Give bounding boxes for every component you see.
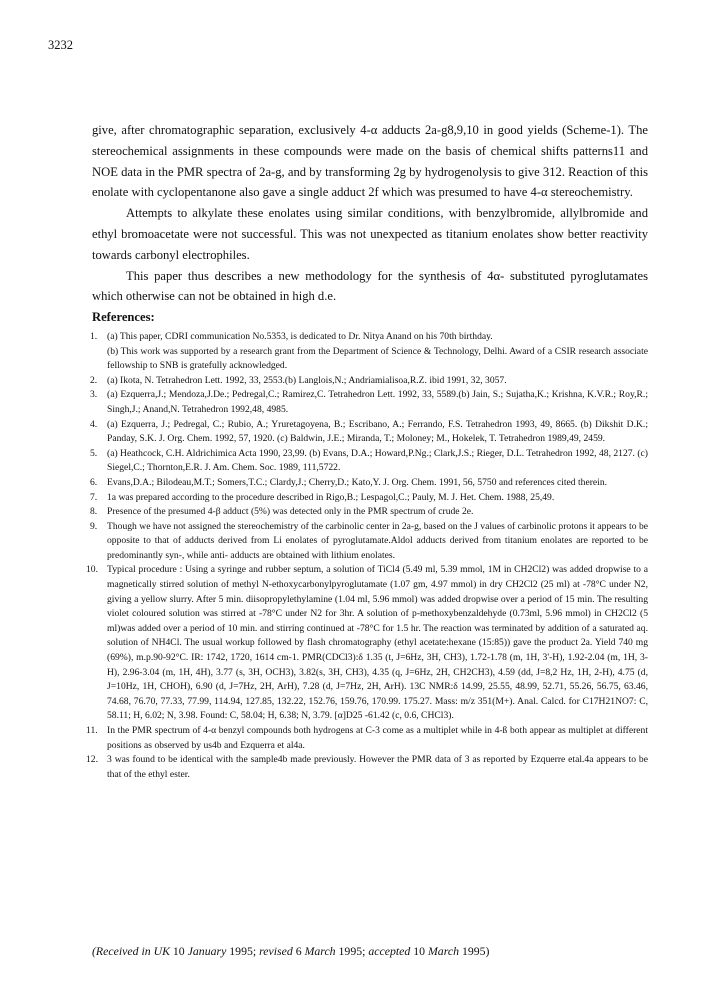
reference-item: [92, 520, 648, 564]
reference-text: (a) Ezquerra,J.; Mendoza,J.De.; Pedregal,C.; Ramirez,C. Tetrahedron Lett. 1992, 33, 5589.(b) Jain, S.; Sujatha,K.; Krishna, K.V.R.; Roy,R.; Singh,J.; Anand,N. Tetrahedron 1992,48, 4985.: [107, 389, 648, 415]
reference-number: 12.: [86, 754, 98, 766]
reference-text: 3 was found to be identical with the sample4b made previously. However the PMR data of 3 as reported by Ezquerre etal.4a appears to be that of the ethyl ester.: [107, 754, 648, 780]
reference-item: [92, 476, 648, 491]
reference-item: [86, 753, 648, 782]
reference-number: 7.: [90, 491, 98, 503]
reference-number: 8.: [90, 506, 98, 518]
reference-text: Typical procedure : Using a syringe and rubber septum, a solution of TiCl4 (5.49 ml, 5.39 mmol, 1M in CH2Cl2) was added dropwise to a magnetically stirred solution of methyl N-ethoxycarbonylpyroglutamate (1.07 gm, 4.97 mmol) in dry CH2Cl2 (25 ml) at -78°C under N2, giving a yellow slurry. After 5 min. diisopropylethylamine (1.04 ml, 5.96 mmol) was added dropwise over a period of 15 min. The resulting violet coloured solution was stirred at -78°C under N2 for 3hr. A solution of p-methoxybenzaldehyde (0.73ml, 5.96 mmol) in CH2Cl2 (5 ml)was added over a period of 10 min. and stirring continued at -78°C for 1.5 hr. The reaction was terminated by addition of a saturated aq. solution of NH4Cl. The usual workup followed by flash chromatography (ethyl acetate:hexane (15:85)) gave the product 2a. Yield 740 mg (69%), m.p.90-92°C. IR: 1742, 1720, 1614 cm-1. PMR(CDCl3):δ 1.35 (t, J=6Hz, 3H, CH3), 1.72-1.78 (m, 1H, 3'-H), 1.92-2.04 (m, 1H, 3-H), 2.96-3.04 (m, 1H, 4H), 3.77 (s, 3H, OCH3), 3.82(s, 3H, CH3), 4.35 (q, J=6Hz, 2H, CH2CH3), 4.59 (dd, J=8,2 Hz, 1H, 2-H), 4.75 (d, J=10Hz, 1H, CHOH), 6.90 (d, J=7Hz, 2H, ArH), 7.28 (d, J=7Hz, 2H, ArH). 13C NMR:δ 14.99, 25.55, 48.99, 52.71, 55.26, 56.75, 63.46, 74.68, 76.70, 77.33, 77.99, 114.94, 127.85, 132.22, 152.76, 159.76, 170.99. 175.27. Mass: m/z 351(M+). Anal. Calcd. for C17H21NO7: C, 58.11; H, 6.02; N, 3.98. Found: C, 58.04; H, 6.38; N, 3.79. [α]D25 -61.42 (c, 0.6, CHCl3).: [107, 564, 648, 722]
page-number: 3232: [48, 38, 73, 52]
reference-number: 11.: [86, 725, 98, 736]
reference-item: [86, 724, 648, 753]
reference-number: 9.: [90, 520, 98, 532]
reference-text: In the PMR spectrum of 4-α benzyl compounds both hydrogens at C-3 come as a multiplet while in 4-ß both appear as multiplet at different positions as observed by us4b and Ezquerra et al4a.: [107, 725, 648, 751]
reference-item: [86, 563, 648, 724]
reference-subitem: (b) This work was supported by a research grant from the Department of Science & Technology, Delhi. Award of a CSIR research associate fellowship to SNB is gratefully acknowledged.: [107, 345, 648, 372]
paragraph: This paper thus describes a new methodology for the synthesis of 4α- substituted pyroglutamates which otherwise can not be obtained in high d.e.: [92, 268, 648, 304]
paragraph: Attempts to alkylate these enolates using similar conditions, with benzylbromide, allylbromide and ethyl bromoacetate were not successful. This was not unexpected as titanium enolates show better reactivity towards carbonyl electrophiles.: [92, 206, 648, 262]
reference-text: Presence of the presumed 4-β adduct (5%) was detected only in the PMR spectrum of crude 2e.: [107, 506, 474, 518]
references-list: [86, 330, 648, 782]
reference-item: [92, 447, 648, 476]
reference-number: 2.: [90, 374, 98, 386]
reference-text: (a) Heathcock, C.H. Aldrichimica Acta 1990, 23,99. (b) Evans, D.A.; Howard,P.Ng.; Clark,J.S.; Rieger, D.L. Tetrahedron 1992, 48, 2127. (c) Siegel,C.; Thornton,E.R. J. Am. Chem. Soc. 1989, 111,5722.: [107, 447, 648, 474]
references-heading: References:: [92, 310, 155, 325]
reference-text: Evans,D.A.; Bilodeau,M.T.; Somers,T.C.; Clardy,J.; Cherry,D.; Kato,Y. J. Org. Chem. 1991, 56, 5750 and references cited therein.: [107, 476, 608, 488]
reference-text: (a) Ezquerra, J.; Pedregal, C.; Rubio, A.; Yruretagoyena, B.; Escribano, A.; Ferrando, F.S. Tetrahedron 1993, 49, 8665. (b) Dikshit D.K.; Panday, S.K. J. Org. Chem. 1992, 57, 1920. (c) Baldwin, J.E.; Miranda, T.; Moloney; M., Hokelek, T. Tetrahedron 1989,49, 2459.: [107, 418, 648, 445]
reference-number: 5.: [90, 447, 98, 459]
reference-number: 4.: [90, 418, 98, 430]
reference-item: [92, 374, 648, 389]
reference-text: (a) Ikota, N. Tetrahedron Lett. 1992, 33, 2553.(b) Langlois,N.; Andriamialisoa,R.Z. ibid 1991, 32, 3057.: [107, 374, 507, 386]
reference-number: 3.: [90, 389, 98, 401]
reference-item: [92, 388, 648, 417]
paragraph: give, after chromatographic separation, exclusively 4-α adducts 2a-g8,9,10 in good yields (Scheme-1). The stereochemical assignments in these compounds were made on the basis of chemical shifts patterns11 and NOE data in the PMR spectra of 2a-g, and by transforming 2g by hydrogenolysis to give 312. Reaction of this enolate with cyclopentanone also gave a single adduct 2f which was presumed to have 4-α stereochemistry.: [92, 123, 648, 200]
reference-number: 1.: [90, 330, 98, 342]
reference-item: [92, 505, 648, 520]
reference-item: [92, 330, 648, 374]
main-text: [86, 120, 648, 782]
reference-number: 6.: [90, 476, 98, 488]
received-line: (Received in UK 10 January 1995; revised 6 March 1995; accepted 10 March 1995): [92, 944, 490, 958]
reference-text: (a) This paper, CDRI communication No.5353, is dedicated to Dr. Nitya Anand on his 70th birthday.: [107, 330, 493, 342]
reference-item: [92, 418, 648, 447]
reference-number: 10.: [86, 564, 98, 576]
reference-item: [92, 491, 648, 506]
reference-text: Though we have not assigned the stereochemistry of the carbinolic center in 2a-g, based on the J values of carbinolic protons it appears to be opposite to that of adducts derived from Li enolates of pyroglutamate.Aldol adducts derived from titanium enolates are reported to be predominantly syn-, while anti- adducts are obtained with lithium enolates.: [107, 520, 648, 561]
reference-text: 1a was prepared according to the procedure described in Rigo,B.; Lespagol,C.; Pauly, M. J. Het. Chem. 1988, 25,49.: [107, 491, 555, 503]
